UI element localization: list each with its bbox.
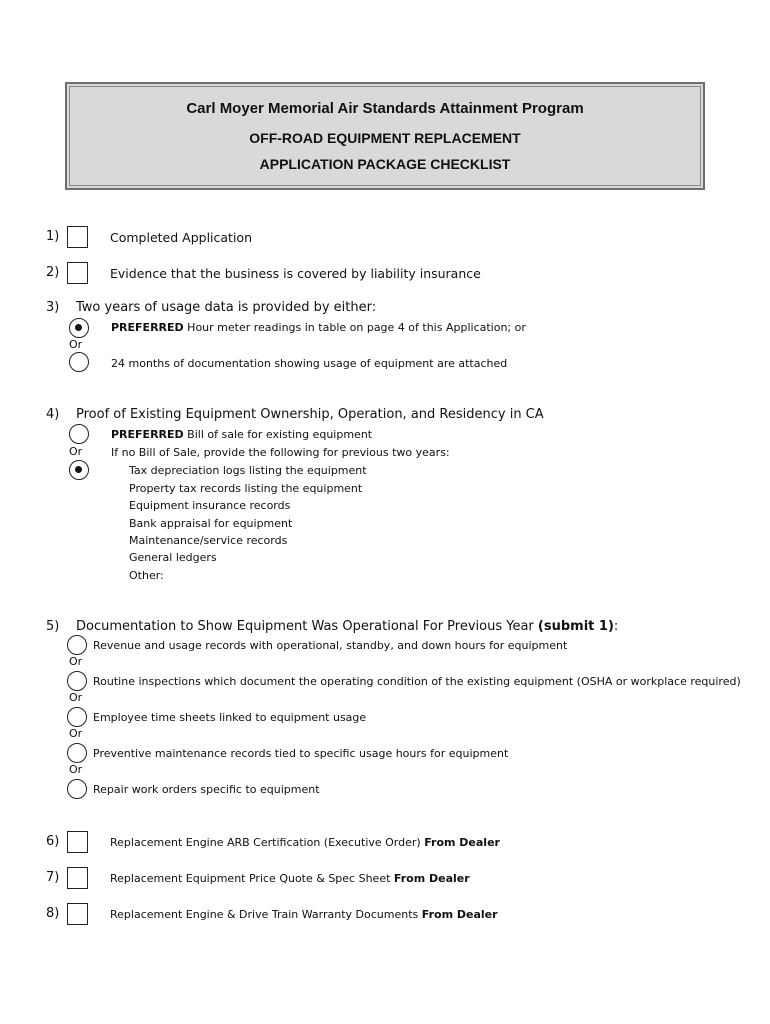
item-3-number: 3) <box>46 300 60 315</box>
program-title: Carl Moyer Memorial Air Standards Attainment Program <box>186 100 584 117</box>
item-3-or: Or <box>69 338 83 351</box>
item-2-label: Evidence that the business is covered by liability insurance <box>110 266 481 281</box>
item-5-or-1: Or <box>69 655 83 668</box>
item-4-option-2-label: If no Bill of Sale, provide the following for previous two years: <box>111 446 450 459</box>
item-3-heading: Two years of usage data is provided by either: <box>76 300 377 315</box>
item-5-option-3-radio[interactable] <box>67 707 87 727</box>
item-8-label: Replacement Engine & Drive Train Warranty Documents From Dealer <box>110 908 498 921</box>
item-5-heading: Documentation to Show Equipment Was Operational For Previous Year (submit 1): <box>76 619 619 634</box>
item-4-sub-1: Tax depreciation logs listing the equipment <box>129 464 367 477</box>
item-3-option-1-radio[interactable] <box>69 318 89 338</box>
item-2-number: 2) <box>46 265 60 280</box>
item-5-option-2-label: Routine inspections which document the operating condition of the existing equipment (OSHA or workplace required) <box>93 675 741 688</box>
item-4-or: Or <box>69 445 83 458</box>
item-3-option-2-radio[interactable] <box>69 352 89 372</box>
item-4-option-1-radio[interactable] <box>69 424 89 444</box>
item-7-number: 7) <box>46 870 60 885</box>
item-4-option-1-label: PREFERRED Bill of sale for existing equipment <box>111 428 373 441</box>
item-5-option-1-radio[interactable] <box>67 635 87 655</box>
item-1-checkbox[interactable] <box>67 226 88 248</box>
item-5-or-4: Or <box>69 763 83 776</box>
item-5-option-3-label: Employee time sheets linked to equipment usage <box>93 711 367 724</box>
item-4-option-2-radio[interactable] <box>69 460 89 480</box>
item-5-or-3: Or <box>69 727 83 740</box>
item-3-option-2-label: 24 months of documentation showing usage of equipment are attached <box>111 357 508 370</box>
item-5-option-4-radio[interactable] <box>67 743 87 763</box>
item-4-heading: Proof of Existing Equipment Ownership, Operation, and Residency in CA <box>76 407 544 422</box>
item-4-sub-6: General ledgers <box>129 551 217 564</box>
item-6-checkbox[interactable] <box>67 831 88 853</box>
item-5-option-5-radio[interactable] <box>67 779 87 799</box>
item-4-sub-2: Property tax records listing the equipment <box>129 482 363 495</box>
item-8-number: 8) <box>46 906 60 921</box>
item-1-label: Completed Application <box>110 230 252 245</box>
item-8-checkbox[interactable] <box>67 903 88 925</box>
item-7-label: Replacement Equipment Price Quote & Spec Sheet From Dealer <box>110 872 470 885</box>
checklist-title: APPLICATION PACKAGE CHECKLIST <box>259 156 511 172</box>
item-5-number: 5) <box>46 619 60 634</box>
item-5-option-1-label: Revenue and usage records with operational, standby, and down hours for equipment <box>93 639 568 652</box>
item-5-option-4-label: Preventive maintenance records tied to specific usage hours for equipment <box>93 747 509 760</box>
item-4-number: 4) <box>46 407 60 422</box>
item-4-sub-4: Bank appraisal for equipment <box>129 517 293 530</box>
item-4-sub-3: Equipment insurance records <box>129 499 291 512</box>
item-7-checkbox[interactable] <box>67 867 88 889</box>
item-6-number: 6) <box>46 834 60 849</box>
item-3-option-1-label: PREFERRED Hour meter readings in table on page 4 of this Application; or <box>111 321 526 334</box>
item-1-number: 1) <box>46 229 60 244</box>
item-4-sub-5: Maintenance/service records <box>129 534 288 547</box>
form-subtitle: OFF-ROAD EQUIPMENT REPLACEMENT <box>249 130 521 146</box>
item-5-option-2-radio[interactable] <box>67 671 87 691</box>
item-6-label: Replacement Engine ARB Certification (Executive Order) From Dealer <box>110 836 500 849</box>
item-5-or-2: Or <box>69 691 83 704</box>
item-2-checkbox[interactable] <box>67 262 88 284</box>
item-5-option-5-label: Repair work orders specific to equipment <box>93 783 320 796</box>
header-box <box>65 82 705 190</box>
item-4-sub-7: Other: <box>129 569 164 582</box>
